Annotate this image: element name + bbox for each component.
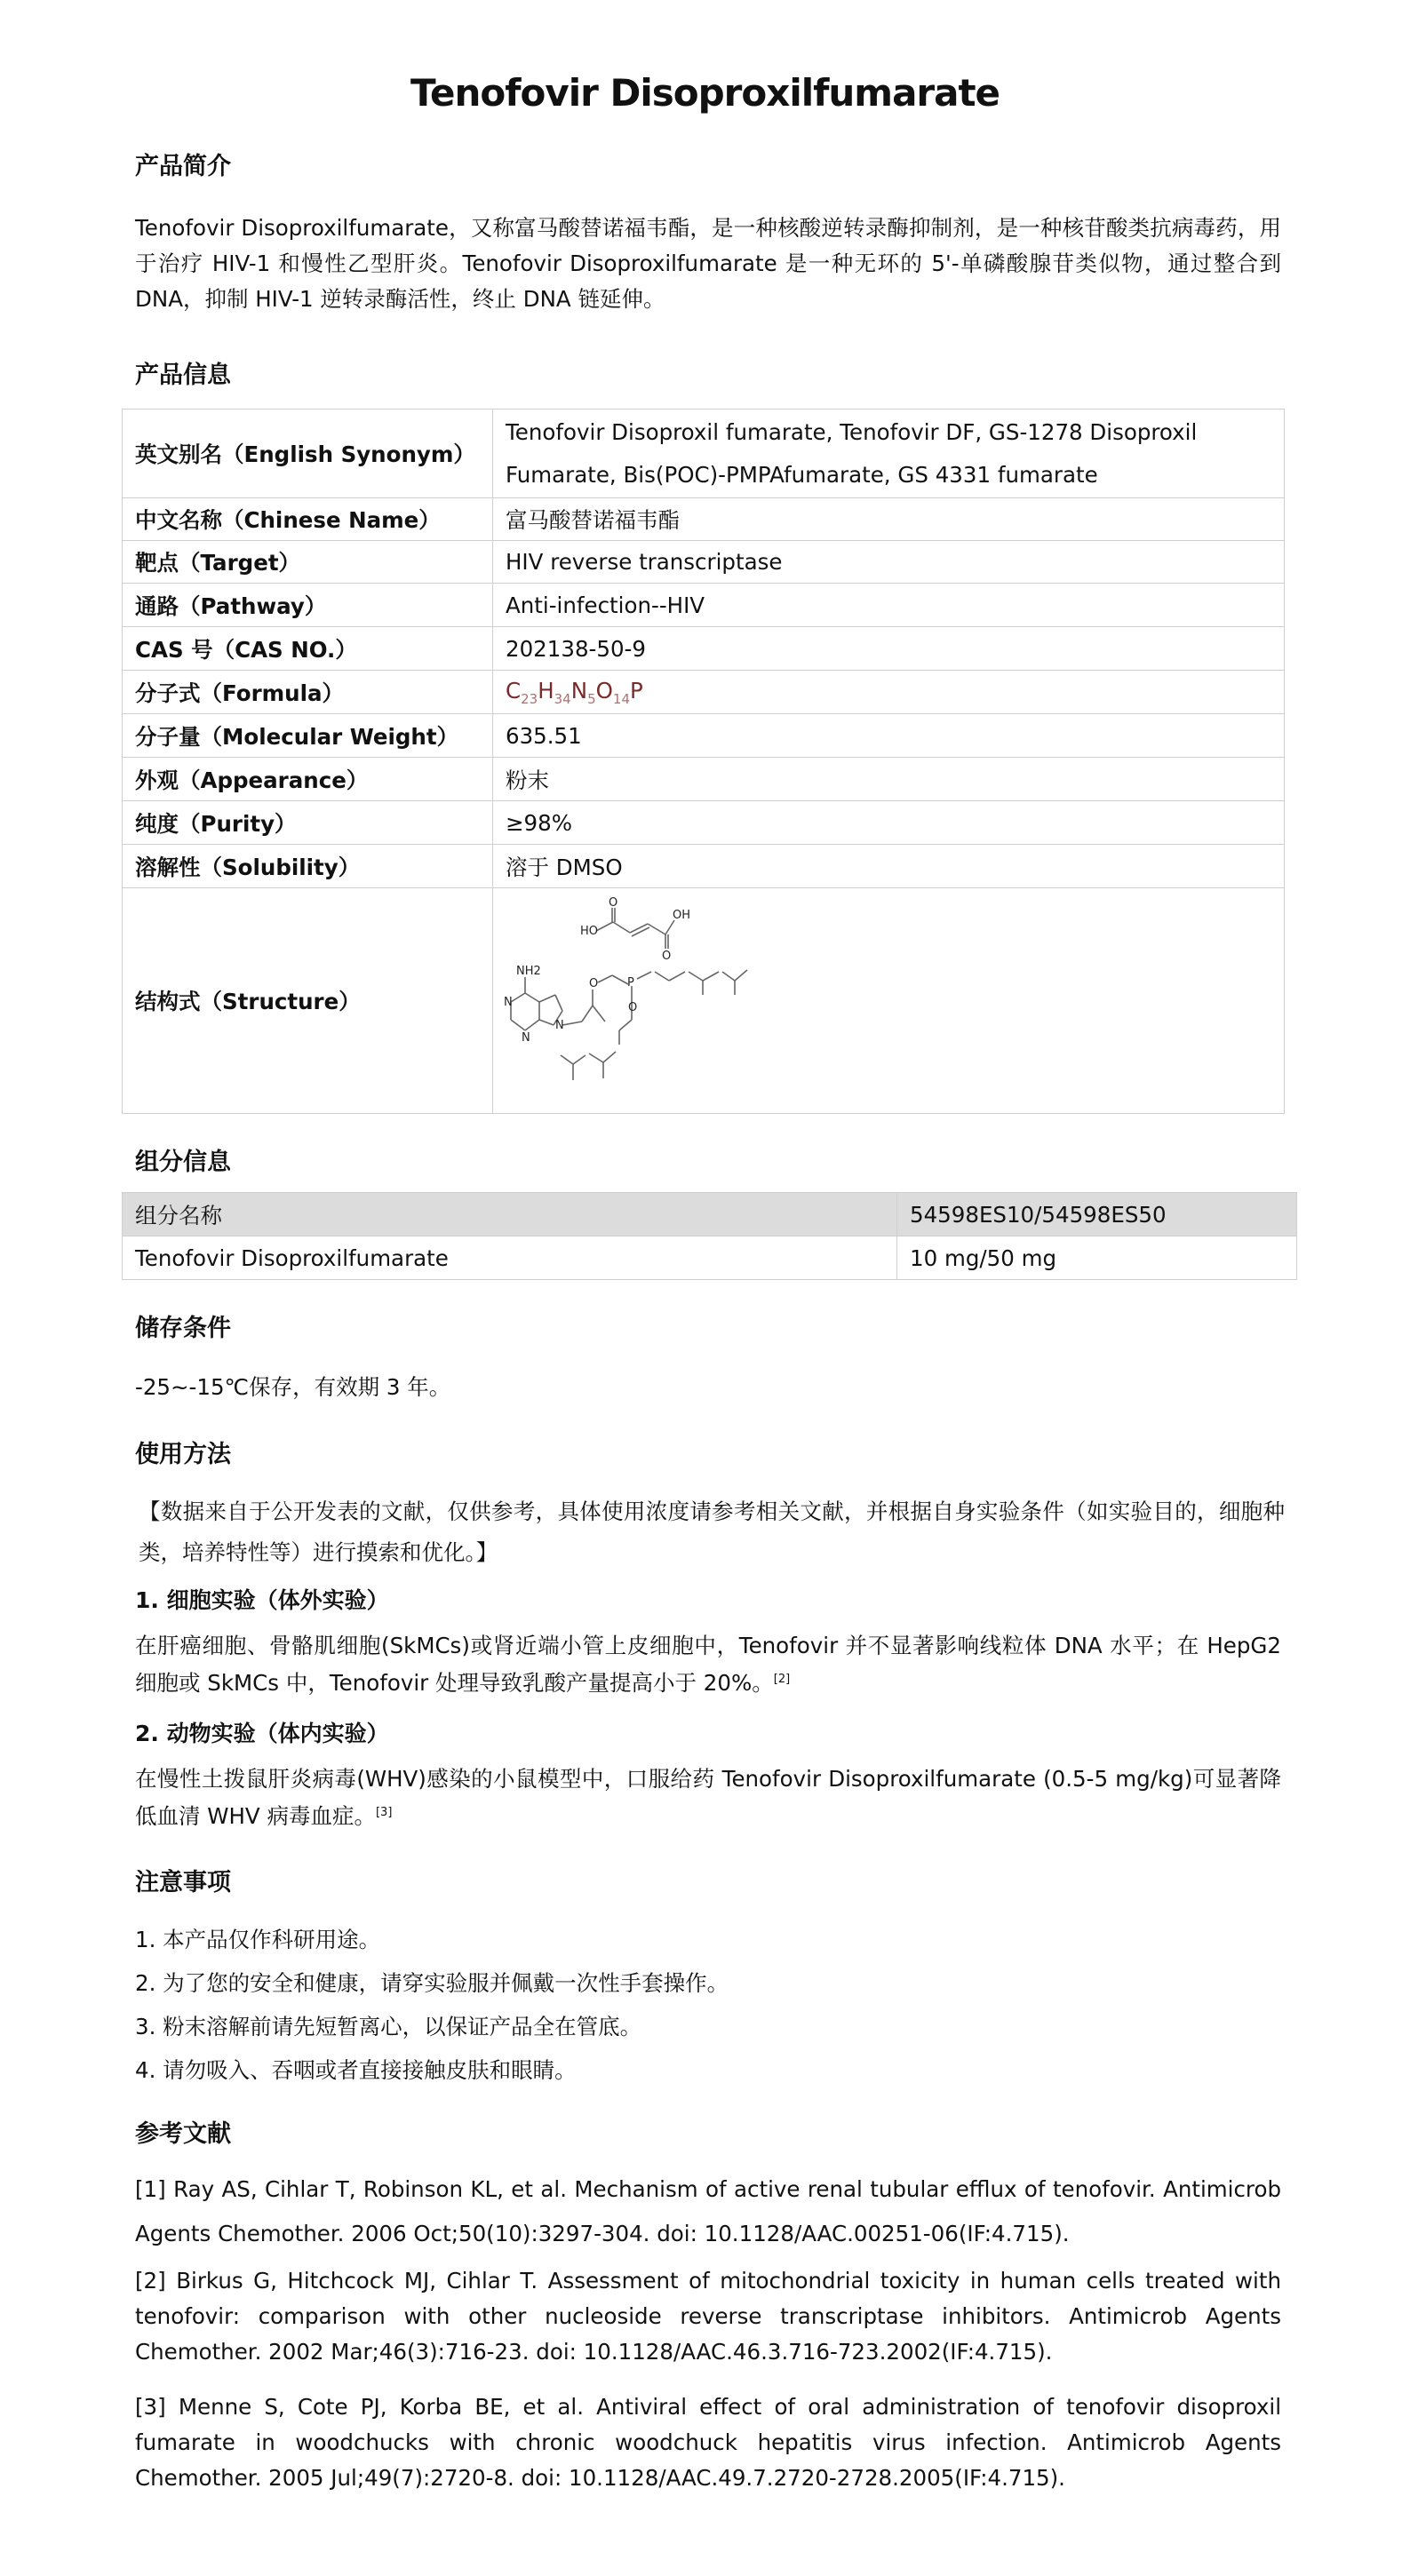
info-row-structure (123, 888, 1285, 1114)
reference-item: [3] Menne S, Cote PJ, Korba BE, et al. Antiviral effect of oral administration of tenofovir disoproxil fumarate in woodchucks with chronic woodchuck hepatitis virus infection. Antimicrob Agents Chemother. 2005 Jul;49(7):2720-8. doi: 10.1128/AAC.49.7.2720-2728.2005(IF:4.715). (135, 2394, 1281, 2491)
info-row-molecular-weight (123, 714, 1285, 758)
info-row-chinese-name (123, 498, 1285, 541)
formula-value: $C_{23}H_{34}N_5O_{14}P$ (493, 671, 1285, 714)
component-amount: 10 mg/50 mg (897, 1236, 1297, 1280)
citation-3: [3] (375, 1806, 393, 1819)
info-key: 靶点（Target） (123, 541, 493, 584)
info-key: 分子量（Molecular Weight） (123, 714, 493, 758)
info-value: 溶于 DMSO (493, 845, 1285, 888)
info-value: ≥98% (493, 801, 1285, 845)
info-row-synonym (123, 409, 1285, 498)
components-header-row (123, 1193, 1297, 1236)
info-value: Tenofovir Disoproxil fumarate, Tenofovir DF, GS-1278 Disoproxil Fumarate, Bis(POC)-PMPAfumarate, GS 4331 fumarate (493, 409, 1285, 498)
page-title: Tenofovir Disoproxilfumarate (410, 71, 1000, 115)
reference-item: [1] Ray AS, Cihlar T, Robinson KL, et al. Mechanism of active renal tubular efflux of tenofovir. Antimicrob Agents Chemother. 2006 Oct;50(10):3297-304. doi: 10.1128/AAC.00251-06(IF:4.715). (135, 2176, 1281, 2246)
info-row-purity (123, 801, 1285, 845)
components-header-sku: 54598ES10/54598ES50 (897, 1193, 1297, 1236)
animal-experiment-heading: 2. 动物实验（体内实验） (135, 1721, 389, 1746)
info-key: 英文别名（English Synonym） (123, 409, 493, 498)
usage-note: 【数据来自于公开发表的文献，仅供参考，具体使用浓度请参考相关文献，并根据自身实验条件（如实验目的，细胞种类，培养特性等）进行摸索和优化。】 (139, 1499, 1285, 1565)
table-row (123, 1236, 1297, 1280)
info-key: CAS 号（CAS NO.） (123, 627, 493, 671)
components-table (122, 1192, 1297, 1280)
cell-experiment-text: 在肝癌细胞、骨骼肌细胞(SkMCs)或肾近端小管上皮细胞中，Tenofovir 并不显著影响线粒体 DNA 水平；在 HepG2 细胞或 SkMCs 中，Tenofovir 处理导致乳酸产量提高小于 20%。[2] (135, 1633, 1281, 1697)
components-header-name: 组分名称 (123, 1193, 897, 1236)
structure-label-o: O (589, 976, 599, 990)
intro-heading: 产品简介 (135, 153, 231, 180)
structure-label-o: O (628, 1000, 638, 1014)
info-row-appearance (123, 758, 1285, 801)
info-value: 粉末 (493, 758, 1285, 801)
chemical-structure-image (498, 890, 872, 1112)
info-key: 中文名称（Chinese Name） (123, 498, 493, 541)
cell-experiment-heading: 1. 细胞实验（体外实验） (135, 1587, 389, 1613)
info-value: 635.51 (493, 714, 1285, 758)
info-key: 外观（Appearance） (123, 758, 493, 801)
structure-label-ho: HO (580, 924, 599, 938)
info-row-target (123, 541, 1285, 584)
structure-label-n: N (555, 1018, 564, 1032)
structure-label-oh: OH (673, 908, 691, 922)
info-value: 富马酸替诺福韦酯 (493, 498, 1285, 541)
animal-experiment-text: 在慢性土拨鼠肝炎病毒(WHV)感染的小鼠模型中，口服给药 Tenofovir Disoproxilfumarate (0.5-5 mg/kg)可显著降低血清 WHV 病毒血症。[3] (135, 1766, 1281, 1830)
reference-item: [2] Birkus G, Hitchcock MJ, Cihlar T. Assessment of mitochondrial toxicity in human cells treated with tenofovir: comparison with other nucleoside reverse transcriptase inhibitors. Antimicrob Agents Chemother. 2002 Mar;46(3):716-23. doi: 10.1128/AAC.46.3.716-723.2002(IF:4.715). (135, 2268, 1281, 2365)
info-row-pathway (123, 584, 1285, 627)
components-heading: 组分信息 (135, 1149, 231, 1176)
info-row-cas (123, 627, 1285, 671)
notes-heading: 注意事项 (135, 1869, 231, 1896)
list-item: 2. 为了您的安全和健康，请穿实验服并佩戴一次性手套操作。 (135, 1970, 729, 1996)
structure-label-n: N (522, 1030, 530, 1045)
structure-label-p: P (627, 975, 634, 990)
info-row-formula (123, 671, 1285, 714)
structure-label-o: O (662, 949, 672, 963)
component-name: Tenofovir Disoproxilfumarate (123, 1236, 897, 1280)
info-value: HIV reverse transcriptase (493, 541, 1285, 584)
info-key: 结构式（Structure） (123, 888, 493, 1114)
info-key: 纯度（Purity） (123, 801, 493, 845)
info-heading: 产品信息 (135, 362, 231, 389)
usage-heading: 使用方法 (135, 1441, 231, 1468)
storage-text: -25~-15℃保存，有效期 3 年。 (135, 1374, 451, 1400)
list-item: 3. 粉末溶解前请先短暂离心，以保证产品全在管底。 (135, 2014, 642, 2039)
structure-cell (493, 888, 1285, 1114)
info-key: 溶解性（Solubility） (123, 845, 493, 888)
info-value: 202138-50-9 (493, 627, 1285, 671)
structure-label-nh2: NH2 (516, 964, 541, 978)
list-item: 1. 本产品仅作科研用途。 (135, 1927, 381, 1952)
references-heading: 参考文献 (135, 2120, 231, 2148)
info-row-solubility (123, 845, 1285, 888)
info-key: 通路（Pathway） (123, 584, 493, 627)
list-item: 4. 请勿吸入、吞咽或者直接接触皮肤和眼睛。 (135, 2057, 577, 2083)
citation-2: [2] (773, 1673, 791, 1686)
info-key: 分子式（Formula） (123, 671, 493, 714)
structure-label-n: N (504, 995, 513, 1009)
storage-heading: 储存条件 (135, 1315, 231, 1342)
structure-label-o: O (609, 895, 618, 910)
intro-text: Tenofovir Disoproxilfumarate，又称富马酸替诺福韦酯，是一种核酸逆转录酶抑制剂，是一种核苷酸类抗病毒药，用于治疗 HIV-1 和慢性乙型肝炎。Tenofovir Disoproxilfumarate 是一种无环的 5'-单磷酸腺苷类似物，通过整合到 DNA，抑制 HIV-1 逆转录酶活性，终止 DNA 链延伸。 (135, 215, 1281, 312)
info-value: Anti-infection--HIV (493, 584, 1285, 627)
product-info-table (122, 409, 1285, 1114)
